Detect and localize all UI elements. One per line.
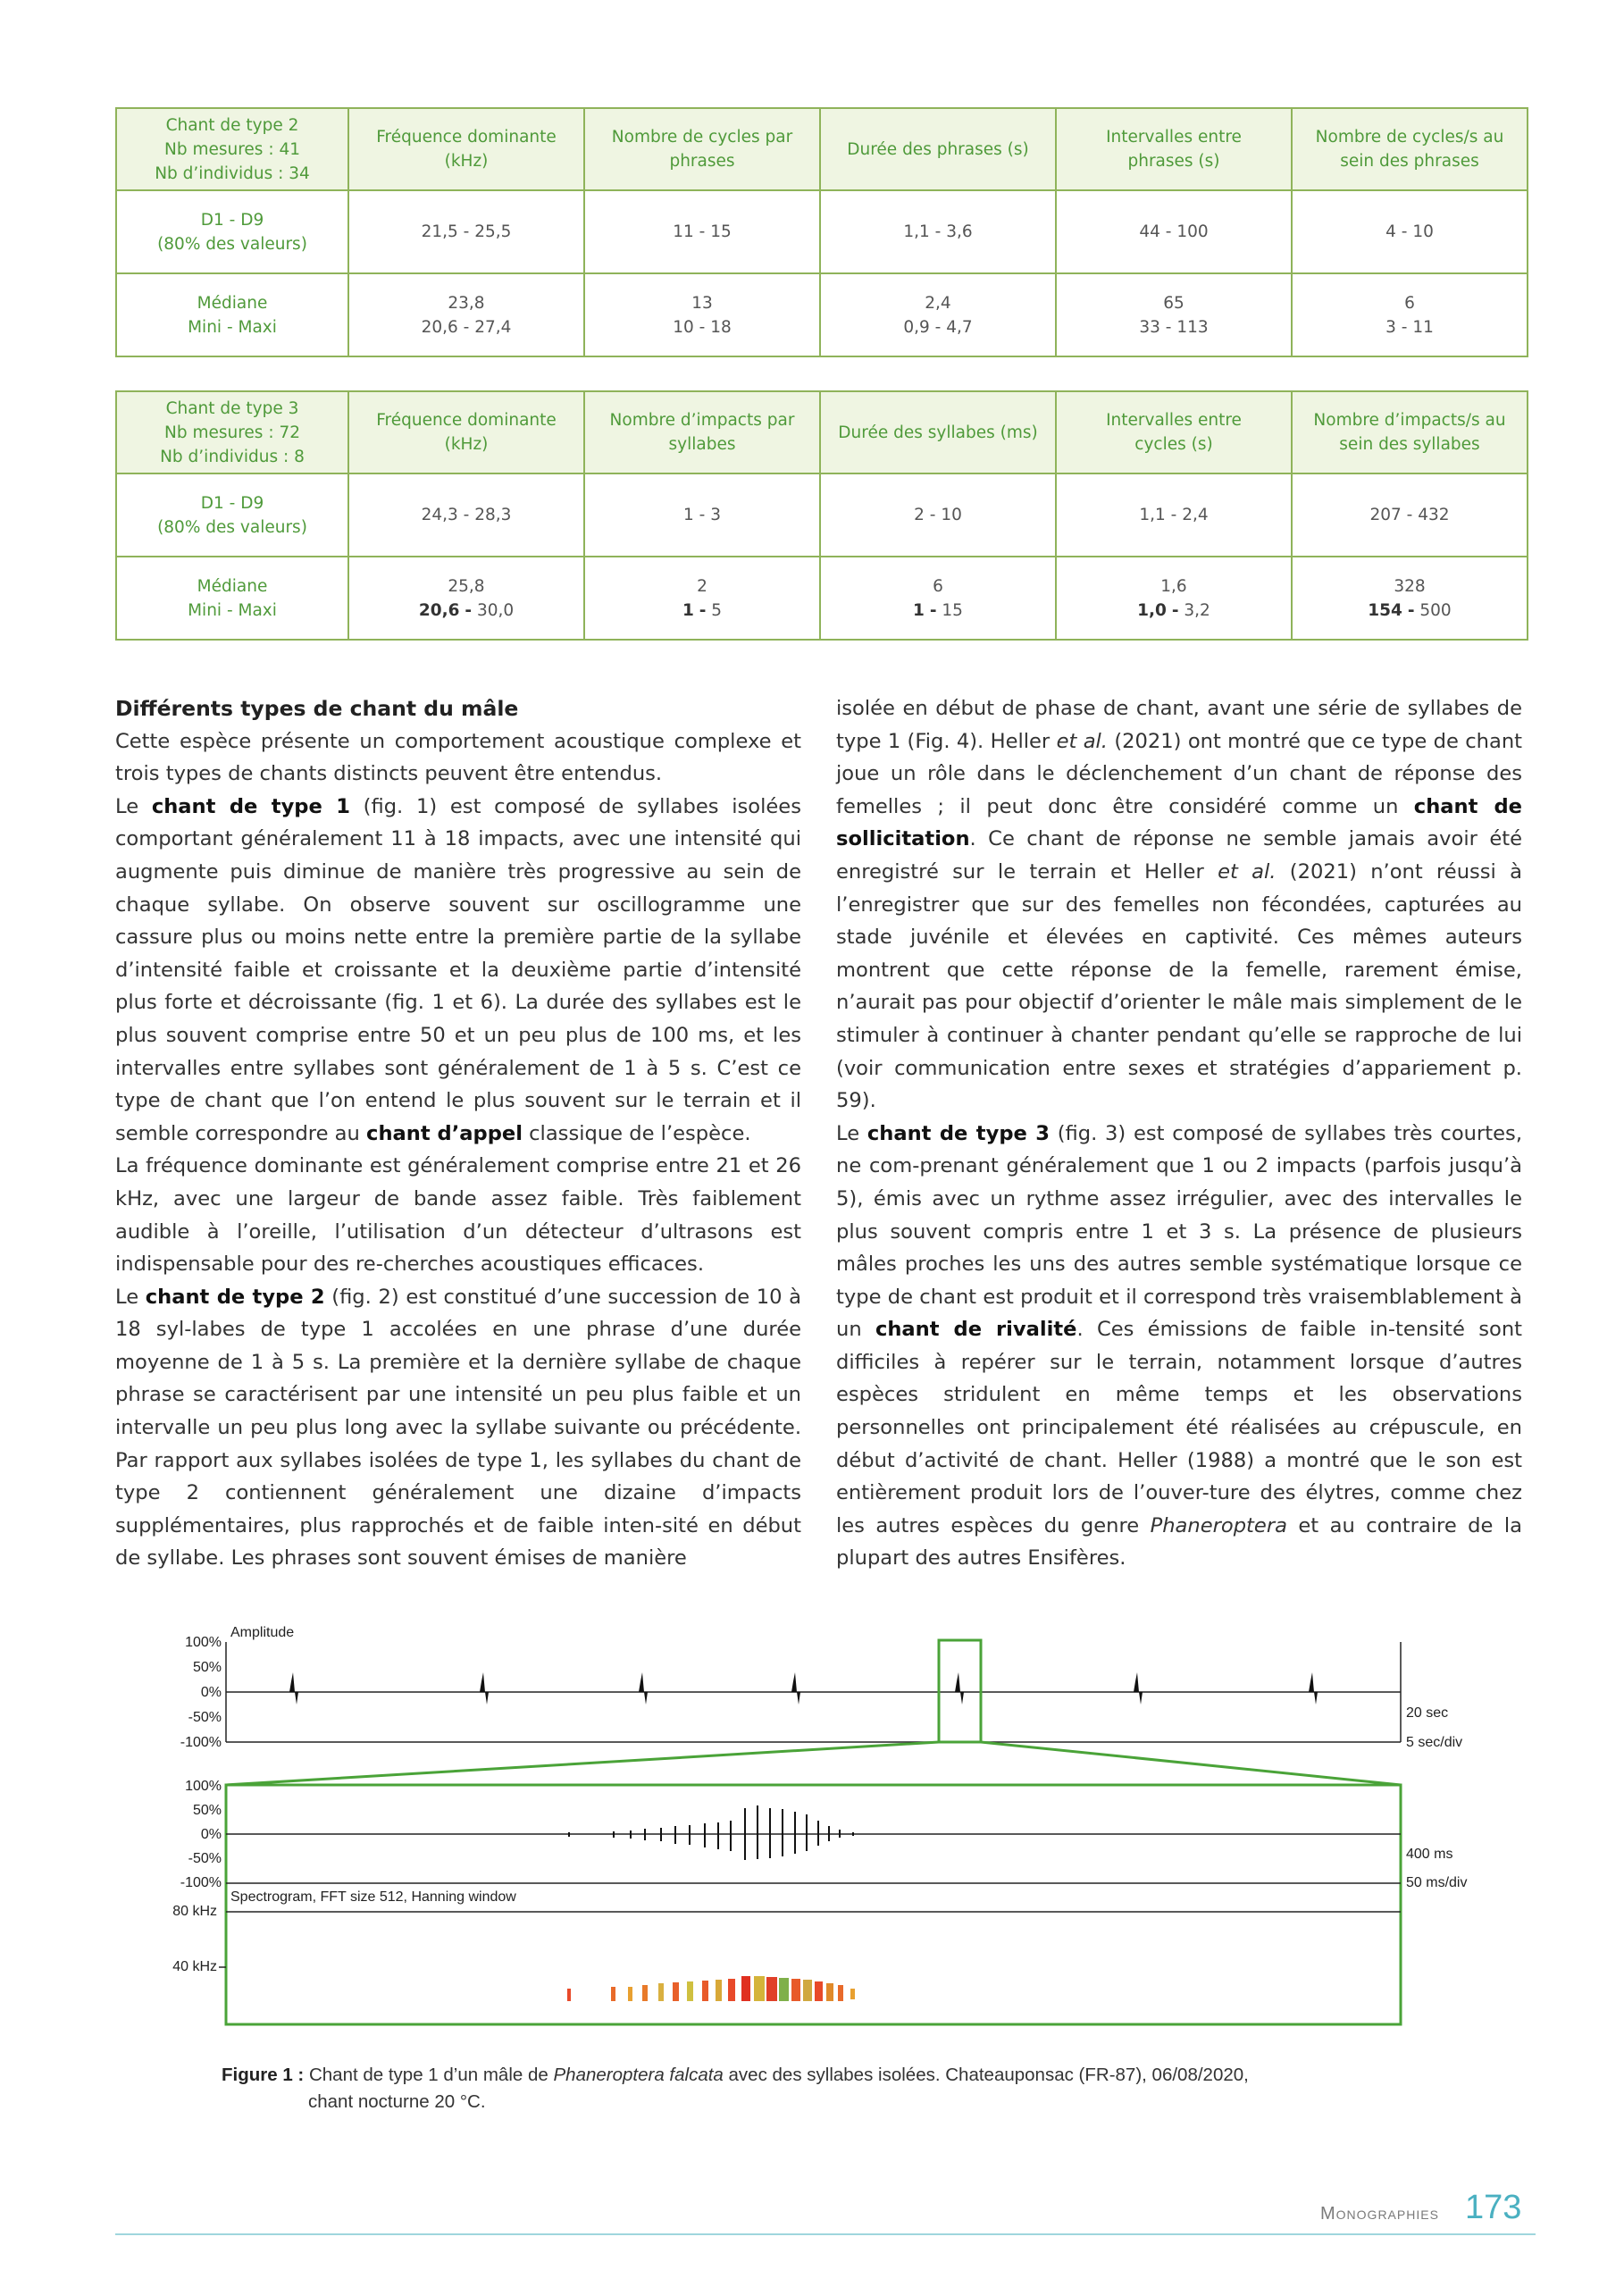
caption-line: [222, 2062, 1338, 2089]
hdr: Fréquence dominante (kHz): [376, 128, 557, 171]
min-value: 20,6: [418, 600, 460, 620]
syllable-mark: [1309, 1672, 1318, 1705]
tick-label: -50%: [188, 1851, 222, 1866]
zoom-frame: [226, 1785, 1401, 2024]
range-dash: -: [1407, 600, 1415, 620]
table-cell: 207 - 432: [1292, 473, 1528, 557]
table-header-cell: [116, 391, 348, 473]
caption-line: chant nocturne 20 °C.: [308, 2091, 486, 2112]
energy-blob: [803, 1980, 812, 2001]
table-cell: 11 - 15: [584, 190, 820, 273]
text: . Ce chant de réponse ne semble jamais avoir été enregistré sur le terrain et Heller: [836, 827, 1522, 884]
time-scale-label: 400 ms: [1406, 1847, 1453, 1862]
median-value: 2,4: [925, 293, 951, 313]
row-label: [116, 473, 348, 557]
row-label-text: D1 - D9 (80% des valeurs): [157, 210, 307, 254]
energy-blob: [741, 1976, 750, 2001]
minmax-value: 3 - 11: [1385, 317, 1434, 337]
minmax-value: 0,9 - 4,7: [903, 317, 973, 337]
spectrogram: [172, 1889, 1401, 2001]
page-number: 173: [1465, 2189, 1522, 2226]
tick-label: 50%: [192, 1803, 222, 1818]
energy-blob: [728, 1979, 735, 2001]
table-cell: [584, 273, 820, 356]
table-header-cell: [1056, 108, 1292, 190]
article-column-left: [115, 692, 801, 1575]
hdr: Intervalles entre cycles (s): [1106, 411, 1242, 454]
min-value: 154: [1368, 600, 1402, 620]
caption-location: Chateauponsac (FR-87), 06/08/2020,: [940, 2065, 1249, 2085]
text: isolée en début de phase de chant, avant une série de syllabes de type 1 (Fig. 4). Heller: [836, 697, 1522, 753]
table-cell: 24,3 - 28,3: [348, 473, 584, 557]
footer-section-title: Monographies: [1320, 2204, 1439, 2224]
table-header-cell: [1292, 108, 1528, 190]
energy-blob: [791, 1979, 800, 2001]
text: Le: [115, 1285, 146, 1309]
syllable-mark: [639, 1672, 648, 1705]
table-cell: 1,1 - 2,4: [1056, 473, 1292, 557]
tick-label: -100%: [180, 1735, 222, 1750]
term: chant d’appel: [366, 1121, 523, 1145]
hdr: Nombre de cycles/s au sein des phrases: [1315, 128, 1504, 171]
max-value: 30,0: [476, 600, 515, 620]
table-chant-type-3: [115, 390, 1528, 641]
max-value: 500: [1419, 600, 1452, 620]
table-cell: [820, 273, 1056, 356]
text: (2021) n’ont réussi à l’enregistrer que sur des femelles non fécondées, capturées au stade juvénile et élevées en captivité. Ces mêmes auteurs montrent que cette réponse de la femelle, rarement émise, n’aurait pas pour objectif d’orienter le mâle mais simplement de le stimuler à continuer à chanter pendant qu’elle se rapproche de lui (voir communication entre sexes et stratégies d’appariement p. 59).: [836, 859, 1522, 1113]
table-cell: 21,5 - 25,5: [348, 190, 584, 273]
text: Le: [115, 794, 152, 818]
paragraph: La fréquence dominante est généralement comprise entre 21 et 26 kHz, avec une largeur de bande assez faible. Très faiblement audible à l’oreille, l’utilisation d’un détecteur d’ultrasons est indispensable pour des re-cherches acoustiques efficaces.: [115, 1154, 801, 1277]
time-scale-label: 20 sec: [1406, 1705, 1449, 1721]
table-header-cell: [348, 108, 584, 190]
tick-label: -50%: [188, 1710, 222, 1725]
median-value: 1,6: [1160, 576, 1187, 596]
impact-group: [569, 1805, 853, 1860]
median-value: 13: [691, 293, 713, 313]
row-label-text: D1 - D9 (80% des valeurs): [157, 493, 307, 537]
energy-blob: [658, 1983, 664, 2001]
figure-oscillogram-spectrogram: [0, 1617, 1624, 2046]
row-label-text: Médiane Mini - Maxi: [188, 576, 277, 620]
text: (fig. 3) est composé de syllabes très courtes, ne com-prenant généralement que 1 ou 2 impacts (parfois jusqu’à 5), émis avec un rythme assez irrégulier, avec des intervalles le plus souvent compris entre 1 et 3 s. La présence de plusieurs mâles proches les uns des autres semble systématique lorsque ce type de chant est produit et il correspond très vraisemblablement à un: [836, 1121, 1522, 1342]
max-value: 3,2: [1184, 600, 1210, 620]
table-cell: 1 - 3: [584, 473, 820, 557]
table-header-row: [116, 391, 1528, 473]
top-oscillogram: [180, 1625, 1462, 1750]
hdr: Intervalles entre phrases (s): [1106, 128, 1242, 171]
tick-label: 0%: [200, 1827, 222, 1842]
table-row: [116, 190, 1528, 273]
minmax-value: 10 - 18: [673, 317, 732, 337]
table-row: [116, 473, 1528, 557]
row-label-text: Médiane Mini - Maxi: [188, 293, 277, 337]
energy-blob: [766, 1977, 777, 2001]
range-dash: -: [699, 600, 707, 620]
median-value: 25,8: [448, 576, 485, 596]
tick-label: -100%: [180, 1875, 222, 1890]
row-label: [116, 190, 348, 273]
table-cell: 2 - 10: [820, 473, 1056, 557]
term: chant de type 2: [145, 1285, 325, 1309]
paragraph: [836, 692, 1522, 1118]
italic: et al.: [1056, 729, 1108, 753]
energy-blob: [628, 1987, 632, 2001]
caption-text: avec des syllabes isolées.: [723, 2065, 941, 2085]
hdr: Nombre d’impacts/s au sein des syllabes: [1313, 411, 1506, 454]
paragraph: [115, 1281, 801, 1575]
table-cell: [1056, 557, 1292, 640]
article-column-right: [836, 692, 1522, 1575]
hdr: Chant de type 3 Nb mesures : 72 Nb d’individus : 8: [160, 398, 305, 466]
energy-blob: [815, 1981, 823, 2001]
caption-lead: Figure 1 :: [222, 2065, 309, 2085]
tick-label: 50%: [192, 1660, 222, 1675]
median-value: 23,8: [448, 293, 485, 313]
hdr: Chant de type 2 Nb mesures : 41 Nb d’individus : 34: [155, 115, 310, 183]
energy-blob: [716, 1980, 722, 2001]
zoomed-oscillogram: [180, 1779, 1468, 1890]
text: (2021) ont montré que ce type de chant joue un rôle dans le déclenchement d’un chant de réponse des femelles ; il peut donc être considéré comme un: [836, 729, 1523, 818]
text: (fig. 2) est constitué d’une succession de 10 à 18 syl-labes de type 1 accolées en une phrase d’une durée moyenne de 1 à 5 s. La première et la dernière syllabe de chaque phrase se caractérisent par une intensité un peu plus faible et un intervalle un peu plus long avec la syllabe suivante ou précédente. Par rapport aux syllabes isolées de type 1, les syllabes du chant de type 2 contiennent généralement une dizaine d’impacts supplémentaires, plus rapprochés et de faible inten-sité en début de syllabe. Les phrases sont souvent émises de manière: [115, 1285, 801, 1571]
syllable-mark: [480, 1672, 489, 1705]
energy-blob: [673, 1982, 679, 2001]
frequency-tick-label: 80 kHz: [172, 1904, 217, 1919]
term: chant de type 3: [866, 1121, 1050, 1145]
hdr: Nombre de cycles par phrases: [611, 128, 793, 171]
time-division-label: 50 ms/div: [1406, 1875, 1468, 1890]
energy-blob: [754, 1976, 765, 2001]
table-cell: 44 - 100: [1056, 190, 1292, 273]
amplitude-label: Amplitude: [230, 1625, 295, 1640]
tick-label: 0%: [200, 1685, 222, 1700]
energy-blob: [642, 1985, 648, 2001]
spectrogram-label: Spectrogram, FFT size 512, Hanning window: [230, 1889, 516, 1905]
min-value: 1,0: [1137, 600, 1167, 620]
range-dash: -: [929, 600, 937, 620]
table-row: [116, 273, 1528, 356]
table-cell: 1,1 - 3,6: [820, 190, 1056, 273]
italic: et al.: [1218, 859, 1277, 884]
table-header-cell: [1292, 391, 1528, 473]
zoom-connector: [226, 1742, 939, 1785]
energy-blob: [567, 1989, 571, 2001]
max-value: 15: [942, 600, 963, 620]
tick-label: 100%: [185, 1779, 222, 1794]
paragraph: [115, 791, 801, 1151]
energy-blob: [687, 1981, 693, 2001]
section-heading: Différents types de chant du mâle: [115, 696, 519, 721]
zoom-highlight: [226, 1640, 1401, 2024]
energy-blob: [611, 1987, 615, 2001]
table-header-cell: [1056, 391, 1292, 473]
median-value: 2: [697, 576, 707, 596]
median-value: 65: [1163, 293, 1185, 313]
table-header-cell: [584, 108, 820, 190]
syllable-mark: [955, 1672, 964, 1705]
table-header-cell: [584, 391, 820, 473]
hdr: Durée des phrases (s): [847, 139, 1029, 159]
text: et au contraire de la plupart des autres Ensifères.: [836, 1513, 1522, 1571]
min-value: 1: [913, 600, 925, 620]
table-cell: [348, 557, 584, 640]
max-value: 5: [711, 600, 723, 620]
frequency-tick-label: 40 kHz: [172, 1959, 217, 1974]
energy-blob: [850, 1989, 855, 1999]
energy-blob: [702, 1981, 708, 2001]
row-label: [116, 557, 348, 640]
italic: Phaneroptera: [1150, 1513, 1287, 1537]
hdr: Nombre d’impacts par syllabes: [609, 411, 795, 454]
table-cell: [584, 557, 820, 640]
hdr: Durée des syllabes (ms): [838, 423, 1038, 442]
table-header-cell: [820, 391, 1056, 473]
table-cell: [1056, 273, 1292, 356]
caption-text: Chant de type 1 d’un mâle de: [308, 2065, 554, 2085]
table-cell: 4 - 10: [1292, 190, 1528, 273]
table-header-cell: [348, 391, 584, 473]
paragraph: Cette espèce présente un comportement acoustique complexe et trois types de chants distincts peuvent être entendus.: [115, 729, 801, 786]
min-value: 1: [682, 600, 694, 620]
paragraph: [836, 1118, 1522, 1575]
spectrogram-energy: [567, 1976, 855, 2001]
text: . Ces émissions de faible in-tensité sont difficiles à repérer sur le terrain, notamment lorsque d’autres espèces stridulent en même temps et les observations personnelles ont principalement été réalisées au crépuscule, en début d’activité de chant. Heller (1988) a montré que le son est entièrement produit lors de l’ouver-ture des élytres, comme chez les autres espèces du genre: [836, 1318, 1523, 1537]
text: Le: [836, 1121, 867, 1145]
energy-blob: [826, 1983, 833, 2001]
term: chant de type 1: [151, 794, 350, 818]
table-chant-type-2: [115, 107, 1528, 357]
minmax-value: 20,6 - 27,4: [421, 317, 512, 337]
term: chant de rivalité: [875, 1318, 1077, 1342]
figure-caption: [222, 2062, 1338, 2115]
median-value: 6: [933, 576, 943, 596]
median-value: 328: [1394, 576, 1426, 596]
text: classique de l’espèce.: [522, 1121, 751, 1145]
table-header-cell: [820, 108, 1056, 190]
syllable-mark: [1134, 1672, 1143, 1705]
minmax-value: 33 - 113: [1139, 317, 1209, 337]
range-dash: -: [465, 600, 473, 620]
zoom-connector: [981, 1742, 1401, 1785]
table-row: [116, 557, 1528, 640]
caption-species: Phaneroptera falcata: [553, 2065, 724, 2085]
median-value: 6: [1404, 293, 1415, 313]
syllable-mark: [791, 1672, 800, 1705]
table-cell: [1292, 557, 1528, 640]
row-label: [116, 273, 348, 356]
time-division-label: 5 sec/div: [1406, 1735, 1463, 1750]
table-header-row: [116, 108, 1528, 190]
table-cell: [348, 273, 584, 356]
footer-rule: [115, 2233, 1536, 2235]
text: (fig. 1) est composé de syllabes isolées comportant généralement 11 à 18 impacts, avec une intensité qui augmente puis diminue de manière très progressive au sein de chaque syllabe. On observe souvent sur oscillogramme une cassure plus ou moins nette entre la première partie de la syllabe d’intensité faible et croissante et la deuxième partie d’intensité plus forte et décroissante (fig. 1 et 6). La durée des syllabes est le plus souvent comprise entre 50 et un peu plus de 100 ms, et les intervalles entre syllabes sont généralement de 1 à 5 s. C’est ce type de chant que l’on entend le plus souvent sur le terrain et il semble correspondre au: [115, 794, 801, 1145]
tick-label: 100%: [185, 1635, 222, 1650]
term: chant de sollicitation: [836, 794, 1522, 851]
energy-blob: [779, 1978, 789, 2001]
table-cell: [820, 557, 1056, 640]
energy-blob: [838, 1985, 843, 2001]
table-header-cell: [116, 108, 348, 190]
syllable-mark: [289, 1672, 298, 1705]
table-cell: [1292, 273, 1528, 356]
hdr: Fréquence dominante (kHz): [376, 411, 557, 454]
range-dash: -: [1171, 600, 1179, 620]
